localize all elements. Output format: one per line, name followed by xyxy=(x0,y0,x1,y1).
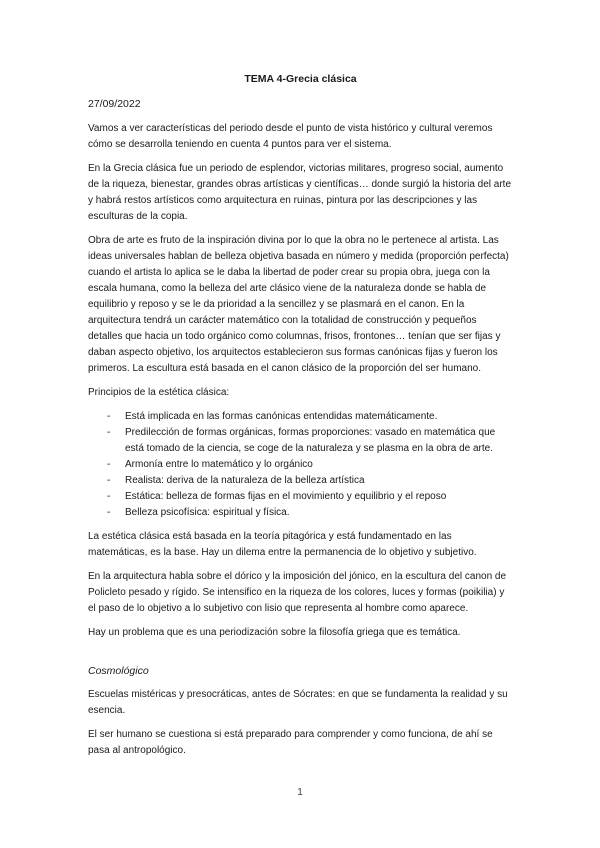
document-page xyxy=(88,73,513,767)
list-item xyxy=(88,457,513,473)
list-item-text: Armonía entre lo matemático y lo orgánico xyxy=(125,459,313,470)
list-dash: - xyxy=(107,427,111,438)
paragraph-after-2: En la arquitectura habla sobre el dórico y la imposición del jónico, en la escultura del canon de Policleto pesado y rígido. Se intensifico en la riqueza de los colores, luces y formas (poikilia) y el paso de lo objetivo a lo subjetivo con lisio que representa al hombre como aparece. xyxy=(88,571,507,614)
list-item xyxy=(88,473,513,489)
paragraph-after-1: La estética clásica está basada en la teoría pitagórica y está fundamentado en las matemáticas, es la base. Hay un dilema entre la permanencia de lo objetivo y subjetivo. xyxy=(88,531,477,558)
document-date: 27/09/2022 xyxy=(88,98,141,110)
paragraph-intro-3: Obra de arte es fruto de la inspiración divina por lo que la obra no le pertenece al artista. Las ideas universales hablan de belleza objetiva basada en número y medida (proporción perfecta) cuando el artista lo aplica se le daba la libertad de poder crear su propia obra, juega con la escala humana, como la belleza del arte clásico viene de la naturaleza donde se habla de equilibrio y reposo y se le da prioridad a la sencillez y se plasmará en el canon. En la arquitectura tendrá un carácter matemático con la totalidad de construcción y pequeños detalles que hacia un todo orgánico como columnas, frisos, frontones… tenían que ser fijas y daban aspecto objetivo, los arquitectos establecieron sus formas canónicas fijas y fueron los primeros. La escultura está basada en el canon clásico de la proporción del ser humano. xyxy=(88,235,509,374)
paragraph-intro-1: Vamos a ver características del periodo desde el punto de vista histórico y cultural veremos cómo se desarrolla teniendo en cuenta 4 puntos para ver el sistema. xyxy=(88,123,493,150)
principles-heading: Principios de la estética clásica: xyxy=(88,387,230,398)
section-heading-cosmologico: Cosmológico xyxy=(88,665,149,677)
list-dash: - xyxy=(107,411,111,422)
paragraph-section-1: Escuelas mistéricas y presocráticas, antes de Sócrates: en que se fundamenta la realidad y su esencia. xyxy=(88,689,508,716)
list-dash: - xyxy=(107,507,111,518)
list-item xyxy=(88,489,513,505)
list-item-text: Belleza psicofísica: espiritual y física. xyxy=(125,507,290,518)
list-dash: - xyxy=(107,475,111,486)
list-item-text: Estática: belleza de formas fijas en el movimiento y equilibrio y el reposo xyxy=(125,491,447,502)
list-item-text: Realista: deriva de la naturaleza de la belleza artística xyxy=(125,475,365,486)
paragraph-section-2: El ser humano se cuestiona si está preparado para comprender y como funciona, de ahí se pasa al antropológico. xyxy=(88,729,493,756)
paragraph-after-3: Hay un problema que es una periodización sobre la filosofía griega que es temática. xyxy=(88,627,461,638)
paragraph-intro-2: En la Grecia clásica fue un periodo de esplendor, victorias militares, progreso social, aumento de la riqueza, bienestar, grandes obras artísticas y científicas… donde surgió la historia del arte y habrá restos artísticos como arquitectura en ruinas, pintura por las descripciones y las esculturas de la copia. xyxy=(88,163,512,222)
list-item-text: Está implicada en las formas canónicas entendidas matemáticamente. xyxy=(125,411,438,422)
principles-list xyxy=(88,409,513,521)
list-item xyxy=(88,409,513,425)
page-number: 1 xyxy=(297,787,303,798)
list-item-text: Predilección de formas orgánicas, formas proporciones: vasado en matemática que está tomado de la ciencia, se coge de la naturaleza y se plasma en la obra de arte. xyxy=(125,427,496,454)
document-title: TEMA 4-Grecia clásica xyxy=(244,73,357,85)
list-item xyxy=(88,425,513,457)
list-item xyxy=(88,505,513,521)
list-dash: - xyxy=(107,459,111,470)
list-dash: - xyxy=(107,491,111,502)
